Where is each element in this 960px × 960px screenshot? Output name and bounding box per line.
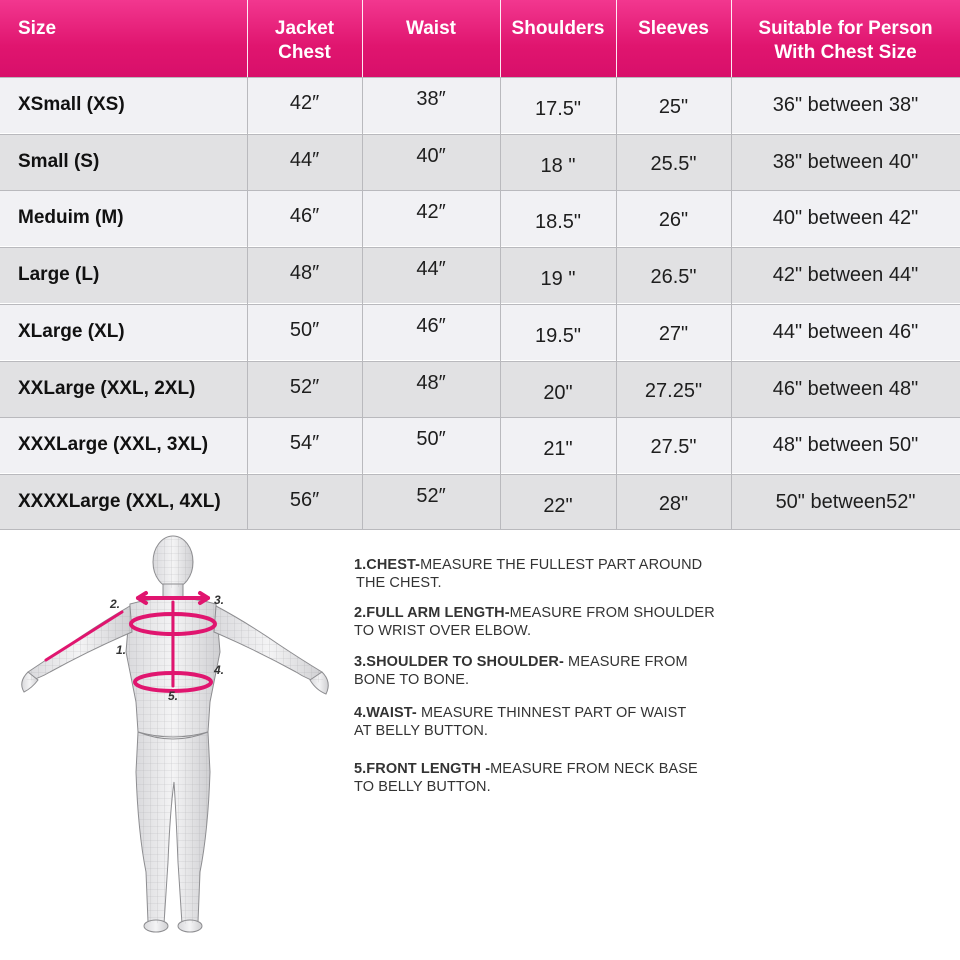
row-divider: [0, 247, 960, 248]
size-cell: XXXLarge (XXL, 3XL): [18, 434, 209, 456]
shoulders-cell: 22": [543, 494, 573, 517]
instruction-title: 1.CHEST-: [354, 557, 421, 573]
instruction-item: [354, 653, 754, 689]
instruction-text: AT BELLY BUTTON.: [354, 723, 489, 739]
table-row: [0, 417, 960, 473]
instruction-item: [354, 556, 754, 592]
table-row: [0, 190, 960, 246]
instruction-text: MEASURE FROM: [563, 654, 688, 670]
waist-cell: 38″: [416, 88, 446, 110]
header-waist: [362, 0, 500, 77]
sleeves-cell: 25.5": [650, 152, 697, 175]
instruction-text: MEASURE THINNEST PART OF WAIST: [416, 705, 687, 721]
chest-cell: 50″: [289, 318, 320, 341]
header-line: Sleeves: [638, 18, 709, 39]
suitable-cell: 40" between 42": [772, 207, 919, 230]
instruction-text: TO WRIST OVER ELBOW.: [354, 623, 532, 639]
header-jacket-chest: [247, 0, 362, 77]
shoulders-cell: 20": [543, 381, 573, 404]
marker-1: 1.: [116, 643, 127, 657]
header-jacket-chest-label: [247, 17, 362, 65]
header-shoulders-label: [500, 17, 616, 41]
instruction-text: THE CHEST.: [356, 575, 442, 591]
header-divider: [500, 0, 501, 77]
waist-cell: 42″: [416, 201, 446, 224]
row-divider: [0, 134, 960, 135]
header-divider: [616, 0, 617, 77]
instruction-text: MEASURE FROM SHOULDER: [509, 605, 715, 621]
suitable-cell: 42" between 44": [772, 264, 919, 287]
mannequin-body: [22, 536, 329, 932]
suitable-cell: 36" between 38": [772, 94, 919, 116]
instruction-text: MEASURE FROM NECK BASE: [490, 761, 698, 777]
instruction-text: BONE TO BONE.: [354, 672, 470, 688]
sleeves-cell: 25": [658, 96, 689, 118]
instruction-item: [354, 604, 754, 640]
chest-cell: 44″: [289, 148, 320, 171]
instruction-item: [354, 704, 754, 740]
shoulders-cell: 19 ": [540, 268, 576, 291]
size-cell: XXLarge (XXL, 2XL): [18, 377, 196, 399]
instruction-title: 2.FULL ARM LENGTH-: [354, 605, 510, 621]
waist-cell: 52″: [416, 484, 446, 507]
waist-cell: 50″: [416, 428, 446, 451]
header-suitable-chest: [731, 0, 960, 77]
header-sleeves: [616, 0, 731, 77]
row-divider: [0, 417, 960, 418]
row-divider: [0, 529, 960, 530]
waist-cell: 46″: [416, 314, 446, 337]
table-row: [0, 304, 960, 360]
instruction-item: [354, 760, 754, 796]
chest-cell: 54″: [289, 432, 320, 455]
size-cell: XSmall (XS): [18, 94, 125, 115]
instruction-text: MEASURE THE FULLEST PART AROUND: [420, 557, 703, 573]
header-shoulders: [500, 0, 616, 77]
table-row: [0, 474, 960, 530]
size-cell: XXXXLarge (XXL, 4XL): [18, 490, 221, 512]
shoulders-cell: 17.5": [534, 98, 582, 120]
row-divider: [0, 77, 960, 78]
header-divider: [731, 0, 732, 77]
instruction-text: TO BELLY BUTTON.: [354, 779, 491, 795]
header-waist-label: [362, 17, 500, 41]
column-divider: [500, 77, 501, 530]
chest-cell: 42″: [289, 92, 320, 114]
marker-5: 5.: [168, 689, 179, 703]
shoulders-cell: 18 ": [540, 154, 576, 177]
row-divider: [0, 474, 960, 475]
suitable-cell: 38" between 40": [772, 150, 919, 173]
column-divider: [731, 77, 732, 530]
suitable-cell: 44" between 46": [772, 320, 919, 343]
header-divider: [247, 0, 248, 77]
mannequin-measurement-diagram: [10, 532, 340, 952]
instruction-title: 3.SHOULDER TO SHOULDER-: [354, 654, 564, 670]
row-divider: [0, 190, 960, 191]
chest-cell: 56″: [289, 488, 320, 511]
header-line: Suitable for Person: [758, 18, 933, 39]
size-cell: XLarge (XL): [18, 320, 125, 342]
shoulders-cell: 19.5": [534, 324, 582, 347]
size-cell: Meduim (M): [18, 207, 124, 229]
chest-cell: 46″: [289, 205, 320, 228]
table-row: [0, 77, 960, 133]
row-divider: [0, 304, 960, 305]
column-divider: [616, 77, 617, 530]
table-row: [0, 247, 960, 303]
header-size-label: [18, 17, 247, 41]
marker-2: 2.: [110, 597, 121, 611]
header-line: Waist: [406, 18, 456, 39]
size-cell: Small (S): [18, 150, 100, 172]
header-sleeves-label: [616, 17, 731, 41]
header-line: Jacket: [274, 18, 335, 39]
header-divider: [362, 0, 363, 77]
header-line: Shoulders: [511, 18, 605, 39]
table-row: [0, 134, 960, 190]
suitable-cell: 48" between 50": [772, 434, 919, 457]
suitable-cell: 50" between52": [775, 490, 916, 513]
sleeves-cell: 26.5": [650, 266, 697, 289]
row-divider: [0, 361, 960, 362]
chest-cell: 52″: [289, 375, 320, 398]
column-divider: [247, 77, 248, 530]
header-line: With Chest Size: [774, 42, 917, 63]
marker-4: 4.: [214, 663, 225, 677]
header-line: Chest: [278, 42, 331, 63]
marker-3: 3.: [214, 593, 225, 607]
waist-cell: 48″: [416, 371, 446, 394]
instruction-title: 5.FRONT LENGTH -: [354, 761, 491, 777]
suitable-cell: 46" between 48": [772, 377, 919, 400]
sleeves-cell: 28": [658, 492, 689, 515]
size-cell: Large (L): [18, 264, 100, 286]
instruction-title: 4.WAIST-: [354, 705, 417, 721]
header-line: Size: [18, 18, 57, 39]
sleeves-cell: 26": [658, 209, 689, 232]
shoulders-cell: 21": [543, 438, 573, 461]
sleeves-cell: 27.25": [644, 379, 703, 402]
shoulders-cell: 18.5": [534, 211, 582, 234]
column-divider: [362, 77, 363, 530]
header-suitable-chest-label: [731, 17, 960, 65]
waist-cell: 40″: [416, 144, 446, 167]
sleeves-cell: 27": [658, 322, 689, 345]
header-size: [0, 0, 247, 77]
table-row: [0, 361, 960, 417]
sleeves-cell: 27.5": [650, 436, 697, 459]
waist-cell: 44″: [416, 258, 446, 281]
chest-cell: 48″: [289, 262, 320, 285]
